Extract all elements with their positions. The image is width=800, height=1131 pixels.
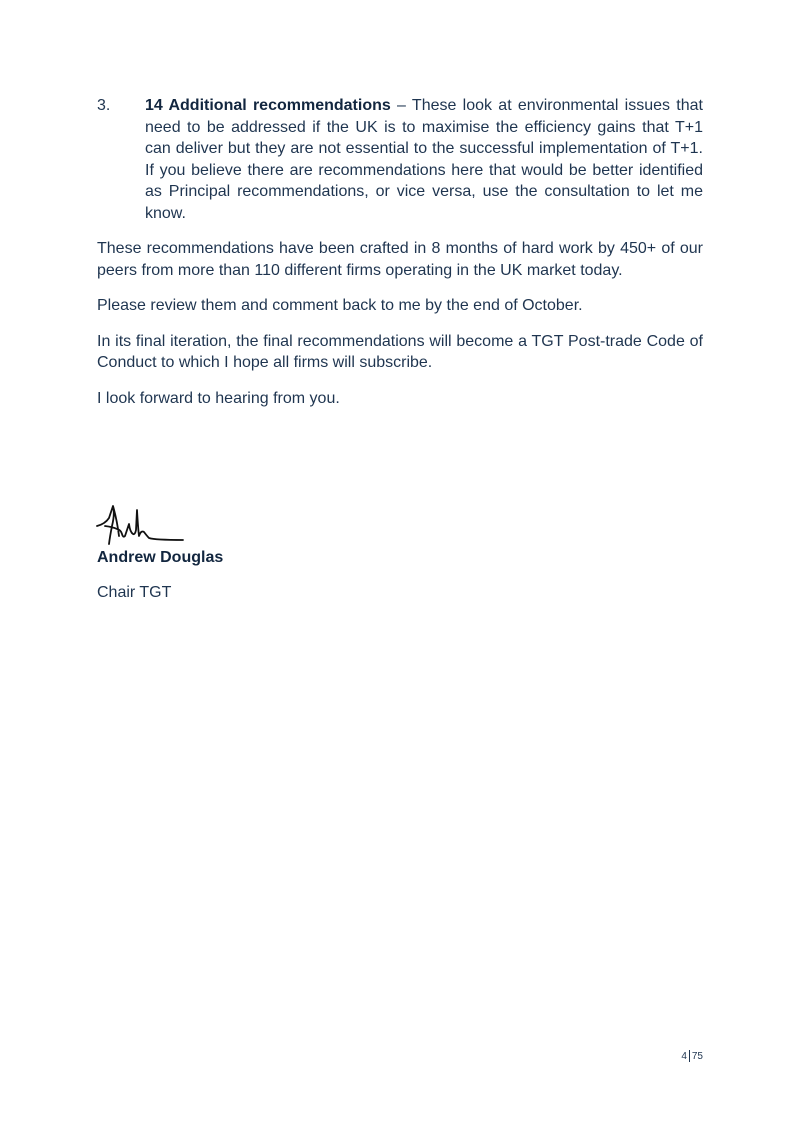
list-item [97,95,703,224]
page-total: 75 [691,1050,703,1062]
paragraph-recommendations-origin: These recommendations have been crafted in 8 months of hard work by 450+ of our peers from more than 110 different firms operating in the UK market today. [97,240,703,279]
list-number: 3. [97,97,111,114]
signature-image [95,500,185,550]
page-number [681,1050,703,1062]
page-number-divider [689,1050,690,1062]
list-item-description: – These look at environmental issues that need to be addressed if the UK is to maximise the efficiency gains that T+1 can deliver but they are not essential to the successful implementation of T+1. If you believe there are recommendations here that would be better identified as Principal recommendations, or vice versa, use the consultation to let me know. [145,97,703,222]
letter-body [97,95,703,423]
list-item-title: 14 Additional recommendations [145,97,391,114]
signer-name: Andrew Douglas [97,549,224,566]
paragraph-closing: I look forward to hearing from you. [97,389,340,407]
signer-title: Chair TGT [97,584,172,601]
paragraph-review-request: Please review them and comment back to me by the end of October. [97,297,583,314]
page-current: 4 [681,1050,687,1062]
paragraph-code-of-conduct: In its final iteration, the final recommendations will become a TGT Post-trade Code of Conduct to which I hope all firms will subscribe. [97,332,703,371]
list-item-text [145,95,703,224]
